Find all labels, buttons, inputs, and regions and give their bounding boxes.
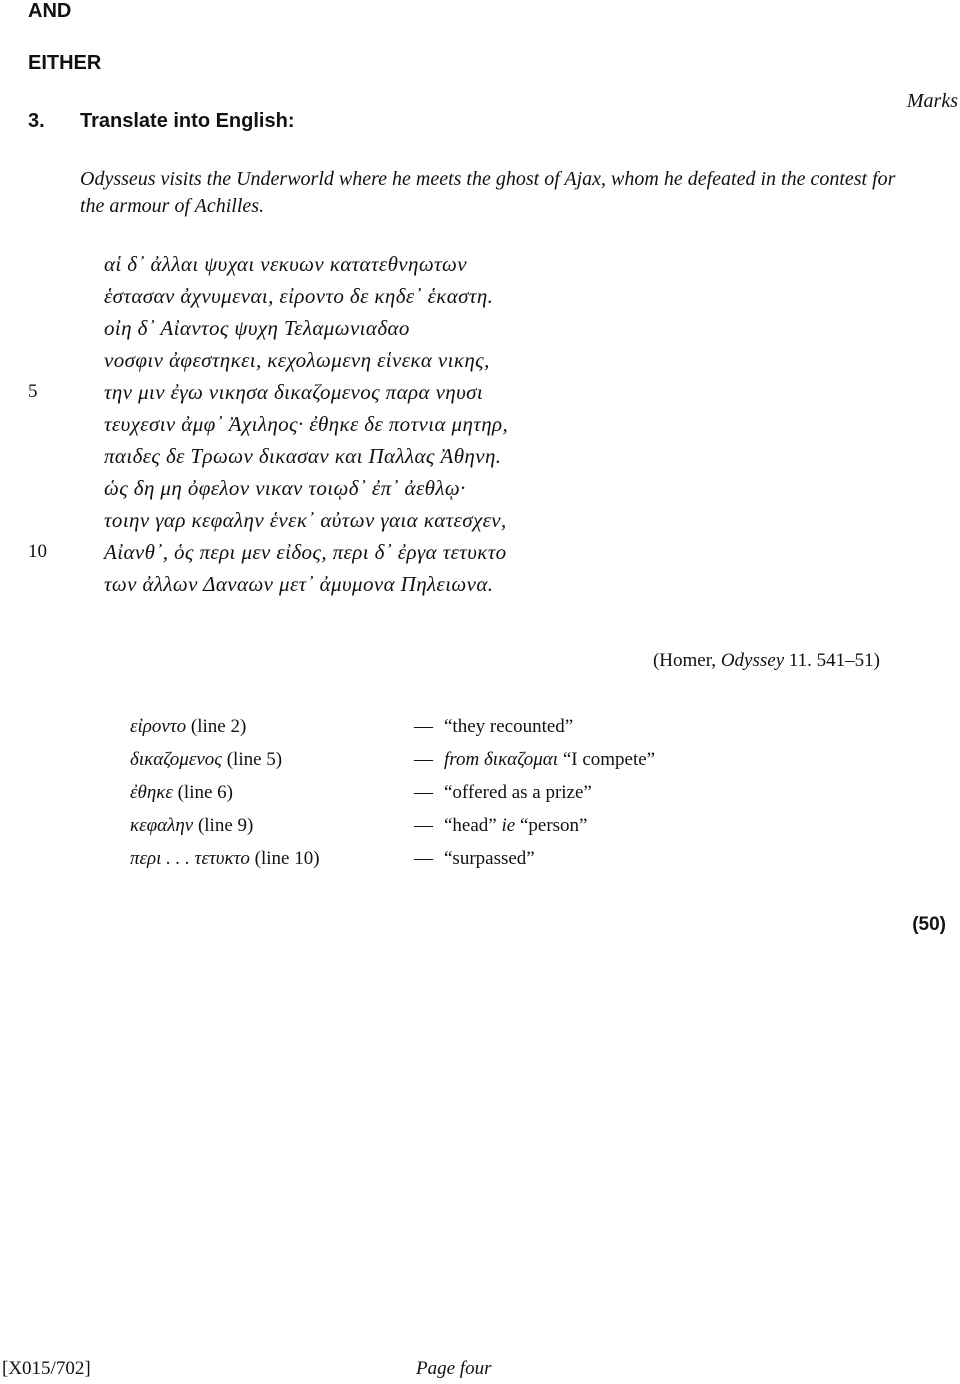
glossary-dash: — bbox=[414, 749, 433, 770]
passage-line: οἰη δ᾽ Αἰαντος ψυχη Τελαμωνιαδαο bbox=[104, 316, 410, 340]
glossary-definition: “they recounted” bbox=[444, 716, 574, 737]
passage-line: παιδες δε Τρωων δικασαν και Παλλας Ἀθηνη. bbox=[104, 444, 502, 468]
glossary-term: εἰροντο (line 2) bbox=[130, 716, 247, 737]
passage-line: Αἰανθ᾽, ὁς περι μεν εἰδος, περι δ᾽ ἐργα τετυκτο bbox=[104, 540, 507, 564]
glossary-term: ἐθηκε (line 6) bbox=[130, 782, 234, 803]
page-number: Page four bbox=[416, 1358, 492, 1379]
passage-line: την μιν ἐγω νικησα δικαζομενος παρα νηυσι bbox=[104, 380, 484, 404]
section-heading-and: AND bbox=[28, 0, 72, 22]
glossary-dash: — bbox=[414, 716, 433, 737]
glossary-term: κεφαλην (line 9) bbox=[130, 815, 254, 836]
section-heading-either: EITHER bbox=[28, 52, 102, 74]
paper-code: [X015/702] bbox=[2, 1358, 91, 1379]
glossary-dash: — bbox=[414, 782, 433, 803]
glossary-definition: from δικαζομαι “I compete” bbox=[444, 749, 656, 770]
question-number: 3. bbox=[28, 110, 45, 132]
marks-column-heading: Marks bbox=[906, 90, 958, 112]
glossary-dash: — bbox=[414, 848, 433, 869]
passage-line: ὡς δη μη ὀφελον νικαν τοιῳδ᾽ ἐπ᾽ ἀεθλῳ· bbox=[104, 476, 466, 500]
passage-line: τοιην γαρ κεφαλην ἑνεκ᾽ αὐτων γαια κατεσχεν, bbox=[104, 508, 507, 532]
passage-line: ἑστασαν ἀχνυμεναι, εἰροντο δε κηδε᾽ ἑκαστη. bbox=[104, 284, 494, 308]
line-number-10: 10 bbox=[28, 541, 47, 562]
passage-line: αἱ δ᾽ ἀλλαι ψυχαι νεκυων κατατεθνηωτων bbox=[104, 252, 467, 276]
glossary-definition: “head” ie “person” bbox=[444, 815, 588, 836]
glossary-term: περι . . . τετυκτο (line 10) bbox=[130, 848, 320, 869]
total-marks: (50) bbox=[912, 914, 946, 935]
glossary-definition: “offered as a prize” bbox=[444, 782, 592, 803]
glossary-dash: — bbox=[414, 815, 433, 836]
line-number-5: 5 bbox=[28, 381, 38, 402]
question-instruction: Translate into English: bbox=[80, 110, 295, 132]
glossary-definition: “surpassed” bbox=[444, 848, 535, 869]
source-citation: (Homer, Odyssey 11. 541–51) bbox=[652, 650, 880, 671]
passage-line: νοσφιν ἀφεστηκει, κεχολωμενη εἱνεκα νικης, bbox=[104, 348, 490, 372]
passage-line: τευχεσιν ἀμφ᾽ Ἀχιληος· ἐθηκε δε ποτνια μητηρ, bbox=[104, 412, 509, 436]
glossary-term: δικαζομενος (line 5) bbox=[130, 749, 283, 770]
passage-line: των ἀλλων Δαναων μετ᾽ ἀμυμονα Πηλειωνα. bbox=[104, 572, 494, 596]
passage-introduction: Odysseus visits the Underworld where he meets the ghost of Ajax, whom he defeated in the contest for the armour of Achilles. bbox=[80, 168, 896, 217]
